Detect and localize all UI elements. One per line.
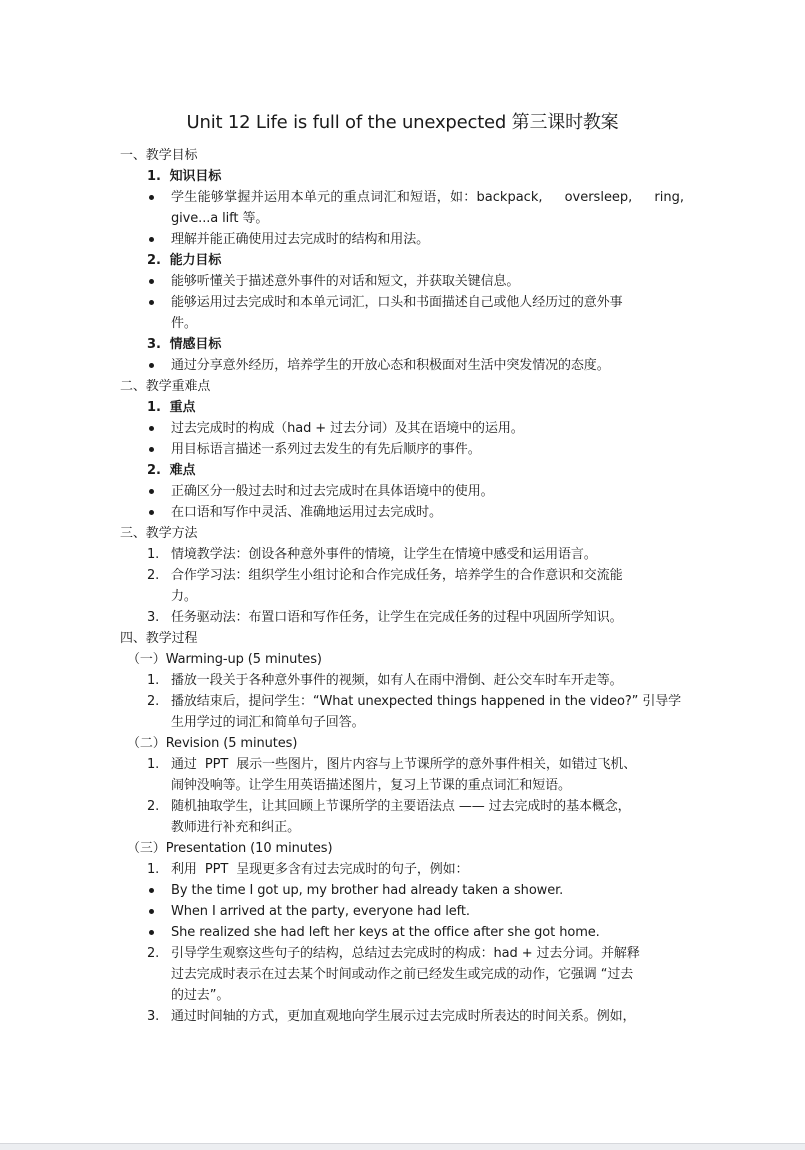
- section-heading-process: 四、教学过程: [120, 631, 198, 646]
- list-number: 1.: [147, 673, 160, 688]
- list-item-text: 正确区分一般过去时和过去完成时在具体语境中的使用。: [171, 484, 494, 499]
- subheading-focus: 1. 重点: [147, 400, 196, 415]
- list-item-text: 情境教学法：创设各种意外事件的情境，让学生在情境中感受和运用语言。: [171, 547, 597, 562]
- list-item-text: 播放结束后，提问学生：“What unexpected things happened in the video?” 引导学: [171, 694, 682, 709]
- list-item-text: 随机抽取学生，让其回顾上节课所学的主要语法点 —— 过去完成时的基本概念，: [171, 799, 631, 814]
- page-title: Unit 12 Life is full of the unexpected 第三课时教案: [186, 112, 619, 133]
- list-item-text: 的过去”。: [171, 988, 230, 1003]
- subheading-difficulty: 2. 难点: [147, 463, 196, 478]
- bullet-icon: [149, 195, 154, 200]
- list-number: 1.: [147, 547, 160, 562]
- example-sentence: She realized she had left her keys at the office after she got home.: [171, 925, 600, 940]
- list-item-text: 用目标语言描述一系列过去发生的有先后顺序的事件。: [171, 442, 481, 457]
- list-item-text: 通过 PPT 展示一些图片，图片内容与上节课所学的意外事件相关，如错过飞机、: [171, 757, 637, 772]
- bullet-icon: [149, 363, 154, 368]
- list-item-text: 力。: [171, 589, 197, 604]
- bullet-icon: [149, 279, 154, 284]
- bullet-icon: [149, 300, 154, 305]
- list-item-text: 能够听懂关于描述意外事件的对话和短文，并获取关键信息。: [171, 274, 520, 289]
- list-item-text: 引导学生观察这些句子的结构，总结过去完成时的构成：had + 过去分词。并解释: [171, 946, 640, 961]
- example-sentence: When I arrived at the party, everyone had left.: [171, 904, 470, 919]
- subheading-knowledge: 1. 知识目标: [147, 169, 222, 184]
- list-item-text: 闹钟没响等。让学生用英语描述图片，复习上节课的重点词汇和短语。: [171, 778, 571, 793]
- list-item-text: 能够运用过去完成时和本单元词汇，口头和书面描述自己或他人经历过的意外事: [171, 295, 623, 310]
- list-number: 1.: [147, 862, 160, 877]
- bullet-icon: [149, 888, 154, 893]
- list-item-text: 过去完成时的构成（had + 过去分词）及其在语境中的运用。: [171, 421, 524, 436]
- bullet-icon: [149, 237, 154, 242]
- list-item-text: 通过时间轴的方式，更加直观地向学生展示过去完成时所表达的时间关系。例如，: [171, 1009, 636, 1024]
- list-item-text: 播放一段关于各种意外事件的视频，如有人在雨中滑倒、赶公交车时车开走等。: [171, 673, 623, 688]
- list-number: 2.: [147, 799, 160, 814]
- list-number: 2.: [147, 946, 160, 961]
- list-item-text: 生用学过的词汇和简单句子回答。: [171, 715, 365, 730]
- bullet-icon: [149, 930, 154, 935]
- bullet-icon: [149, 447, 154, 452]
- example-sentence: By the time I got up, my brother had already taken a shower.: [171, 883, 564, 898]
- list-item-text: 件。: [171, 316, 197, 331]
- list-item-text: 任务驱动法：布置口语和写作任务，让学生在完成任务的过程中巩固所学知识。: [171, 610, 623, 625]
- list-item-text: 通过分享意外经历，培养学生的开放心态和积极面对生活中突发情况的态度。: [171, 358, 610, 373]
- bullet-icon: [149, 510, 154, 515]
- list-item-text: 理解并能正确使用过去完成时的结构和用法。: [171, 232, 430, 247]
- subsection-revision: （二）Revision (5 minutes): [127, 736, 298, 751]
- list-number: 3.: [147, 1009, 160, 1024]
- list-number: 1.: [147, 757, 160, 772]
- list-item-text: 学生能够掌握并运用本单元的重点词汇和短语，如：backpack, oversleep, ring,: [171, 190, 684, 205]
- subsection-warming-up: （一）Warming-up (5 minutes): [127, 652, 322, 667]
- list-number: 2.: [147, 568, 160, 583]
- subsection-presentation: （三）Presentation (10 minutes): [127, 841, 333, 856]
- list-item-text: give...a lift 等。: [171, 211, 269, 226]
- bullet-icon: [149, 489, 154, 494]
- list-number: 2.: [147, 694, 160, 709]
- section-heading-key-points: 二、教学重难点: [120, 379, 211, 394]
- list-item-text: 过去完成时表示在过去某个时间或动作之前已经发生或完成的动作，它强调 “过去: [171, 967, 634, 982]
- list-item-text: 教师进行补充和纠正。: [171, 820, 301, 835]
- list-item-text: 合作学习法：组织学生小组讨论和合作完成任务，培养学生的合作意识和交流能: [171, 568, 623, 583]
- section-heading-methods: 三、教学方法: [120, 526, 198, 541]
- subheading-ability: 2. 能力目标: [147, 253, 222, 268]
- list-item-text: 利用 PPT 呈现更多含有过去完成时的句子，例如：: [171, 862, 469, 877]
- list-item-text: 在口语和写作中灵活、准确地运用过去完成时。: [171, 505, 442, 520]
- bullet-icon: [149, 426, 154, 431]
- subheading-emotion: 3. 情感目标: [147, 337, 222, 352]
- section-heading-objectives: 一、教学目标: [120, 148, 198, 163]
- bullet-icon: [149, 909, 154, 914]
- list-number: 3.: [147, 610, 160, 625]
